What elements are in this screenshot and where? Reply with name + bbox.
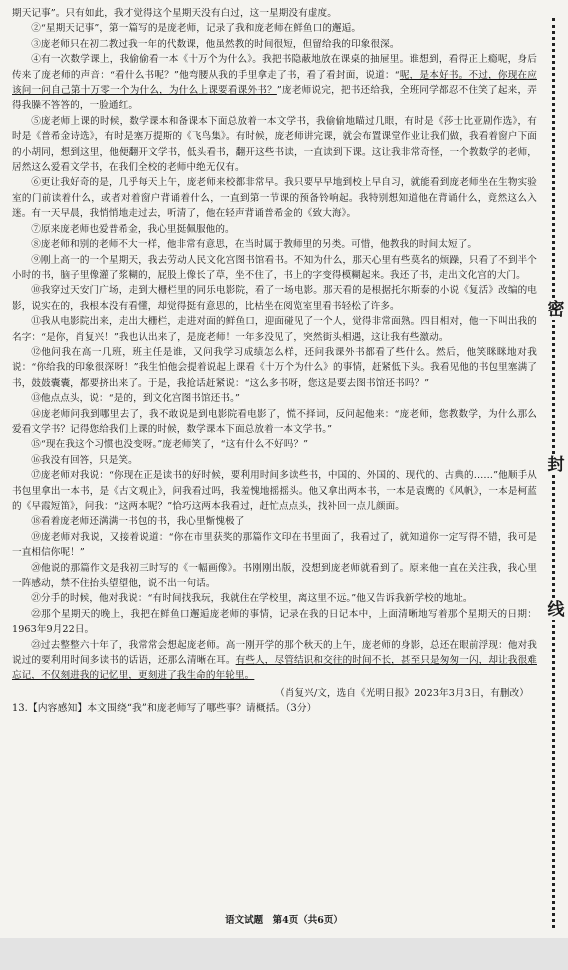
paragraph-text: ⑳他说的那篇作文是我初三时写的《一幅画像》。书刚刚出版，没想到庞老师就看到了。原来他一直在关注我，我心里一阵感动，禁不住抬头望望他，说不出一句话。 <box>12 562 537 590</box>
paragraph-text: ③庞老师只在初二教过我一年的代数课，他虽然教的时间很短，但留给我的印象很深。 <box>31 38 400 50</box>
underlined-sentence: 有些人，尽管结识和交往的时间不长，甚至只是匆匆一闪，却让我很难忘记，不仅刻进我的记忆里，更刻进了我生命的年轮里。 <box>12 655 537 682</box>
paragraph <box>12 638 537 684</box>
paragraph-text: ⑰庞老师对我说：“你现在正是读书的好时候，要利用时间多读些书，中国的、外国的、现代的、古典的……”他顺手从书包里拿出一本书，是《古文观止》，问我看过吗，我羞愧地摇摇头。他又拿出两本书，一本是袁鹰的《风帆》，一本是柯蓝的《早霞短笛》，问我：“这两本呢？”恰巧这两本我看过，赶忙点点头，找补回一点儿颜面。 <box>12 470 537 512</box>
paragraph-text: 期天记事”。只有如此，我才觉得这个星期天没有白过，这一星期没有虚度。 <box>12 8 337 19</box>
paragraph-text: ⑯我没有回答，只是笑。 <box>31 454 138 466</box>
paragraph <box>12 6 537 21</box>
paragraph <box>12 453 537 468</box>
article-body <box>12 6 537 716</box>
paragraph-text: ⑮“现在我这个习惯也没变呀。”庞老师笑了，“这有什么不好吗？” <box>31 439 309 451</box>
binding-char-feng: 封 <box>545 455 567 475</box>
article-paragraphs <box>12 6 537 684</box>
paragraph <box>12 561 537 592</box>
paragraph <box>12 175 537 221</box>
paragraph-text: ⑤庞老师上课的时候，数学课本和备课本下面总放着一本文学书，我偷偷地瞄过几眼，有时是《莎士比亚剧作选》，有时是《普希金诗选》，有时是塞万提斯的《飞鸟集》。有时候，庞老师讲完课，就会布置课堂作业让我们做，我看着窗户下面的小胡同，想到这里，他便翻开文学书，低头看书，翻开这些书读，一直读到下课。这让我非常奇怪，一个教数学的老师，居然这么爱看文学书，在我们全校的老师中绝无仅有。 <box>12 115 537 174</box>
paragraph-text: ⑭庞老师问我到哪里去了，我不敢说是到电影院看电影了，慌不择词，反问起他来：“庞老师，您教数学，为什么那么爱看文学书？记得您给我们上课的时候，数学课本下面总放着一本文学书。” <box>12 408 537 435</box>
paragraph-text: ④有一次数学课上，我偷偷看一本《十万个为什么》。我把书隐蔽地放在课桌的抽屉里。谁想到，看得正上瘾呢，身后传来了庞老师的声音：“看什么书呢？”他弯腰从我的手里拿走了书，看了看封面，说道：“ <box>12 54 537 81</box>
paragraph <box>12 437 537 452</box>
paragraph <box>12 314 537 345</box>
paragraph <box>12 530 537 561</box>
paragraph-text: ⑱看着庞老师还满满一书包的书，我心里惭愧极了 <box>31 516 245 528</box>
paragraph <box>12 237 537 252</box>
question-13: 13.【内容感知】本文围绕“我”和庞老师写了哪些事？请概括。（3分） <box>12 702 317 714</box>
paragraph <box>12 468 537 514</box>
paragraph-text: ⑥更让我好奇的是，几乎每天上午，庞老师来校都非常早。我只要早早地到校上早自习，就能看到庞老师坐在生物实验室的门前读着什么，或者对着窗户背诵着什么，一直到第一节课的预备铃响起。我特别想知道他在背诵什么，竟然这么入迷。有一天早晨，我悄悄地走过去，听清了，他在轻声背诵普希金的《致大海》。 <box>12 177 537 220</box>
paragraph-text-tail: ”庞老师说完，把书还给我，全班同学都忍不住笑了起来，弄得我臊不答答的，一脸通红。 <box>12 85 537 112</box>
paragraph-text: ⑨刚上高一的一个星期天，我去劳动人民文化宫图书馆看书。不知为什么，那天心里有些莫名的烦躁，只看了不到半个小时的书，脑子里像灌了浆糊的，屁股上像长了草，坐不住了，书上的字变得模糊起来。我还了书，走出文化宫的大门。 <box>12 254 537 281</box>
paragraph-text: ⑦原来庞老师也爱普希金，我心里挺佩服他的。 <box>31 223 235 235</box>
paragraph-text: ⑧庞老师和别的老师不大一样，他非常有意思，在当时属于教师里的另类。可惜，他教我的时间太短了。 <box>31 239 478 251</box>
paragraph <box>12 514 537 529</box>
paragraph <box>12 222 537 237</box>
paragraph-text: ㉒那个星期天的晚上，我把在鲜鱼口邂逅庞老师的事情，记录在我的日记本中，上面清晰地写着那个星期天的日期：1963年9月22日。 <box>12 608 537 636</box>
paragraph <box>12 52 537 114</box>
paragraph <box>12 114 537 176</box>
paragraph-text: ⑩我穿过天安门广场，走到大栅栏里的同乐电影院，看了一场电影。那天看的是根据托尔斯泰的小说《复活》改编的电影，说实在的，我根本没有看懂，却觉得挺有意思的，比枯坐在阅览室里看书轻松了许多。 <box>12 285 537 312</box>
paragraph-text: ⑫他问我在高一几班，班主任是谁，又问我学习成绩怎么样，还问我课外书都看了些什么。然后，他笑眯眯地对我说：“你给我的印象很深呀！”我生怕他会提着说起上课看《十万个为什么》的事情，赶紧低下头。我看见他的书包里塞满了书，鼓鼓囊囊，都要挤出来了。于是，我抢话赶紧说：“这么多书呀，您这是要去图书馆还书吗？” <box>12 346 537 389</box>
paragraph <box>12 607 537 638</box>
paragraph-text: ⑬他点点头，说：“是的，到文化宫图书馆还书。” <box>31 393 240 405</box>
page-footer: 语文试题 第4页（共6页） <box>225 915 343 926</box>
paragraph <box>12 253 537 284</box>
paragraph-text: ㉑分手的时候，他对我说：“有时间找我玩，我就住在学校里，离这里不远。”他又告诉我新学校的地址。 <box>31 593 473 605</box>
paragraph-text: ②“星期天记事”，第一篇写的是庞老师，记录了我和庞老师在鲜鱼口的邂逅。 <box>31 23 362 35</box>
underlined-sentence: 呢，是本好书。不过，你现在应该问一问自己第十万零一个为什么，为什么上课要看课外书？ <box>12 69 537 97</box>
paragraph-text: ⑲庞老师对我说，又接着说道：“你在市里获奖的那篇作文印在书里面了，我看过了，就知道你一定写得不错，我可是一直相信你呢！” <box>12 531 537 559</box>
paragraph <box>12 37 537 52</box>
article-source: （肖复兴/文，选自《光明日报》2023年3月3日，有删改） <box>275 687 529 699</box>
paragraph <box>12 345 537 391</box>
paragraph-text: ⑪我从电影院出来，走出大栅栏，走进对面的鲜鱼口，迎面碰见了一个人，觉得非常面熟。四目相对，他一下叫出我的名字：“是你，肖复兴！”我也认出来了，是庞老师！一年多没见了，突然街头相遇，这让我有些激动。 <box>12 316 537 343</box>
binding-char-mi: 密 <box>545 300 567 320</box>
paragraph <box>12 283 537 314</box>
paragraph <box>12 591 537 606</box>
binding-char-xian: 线 <box>545 600 567 620</box>
paragraph-text: ㉓过去整整六十年了，我常常会想起庞老师。高一刚开学的那个秋天的上午，庞老师的身影，总还在眼前浮现：他对我说过的要利用时间多读书的话语，还那么清晰在耳。 <box>12 639 537 667</box>
paragraph <box>12 407 537 438</box>
paragraph <box>12 21 537 36</box>
paragraph <box>12 391 537 406</box>
